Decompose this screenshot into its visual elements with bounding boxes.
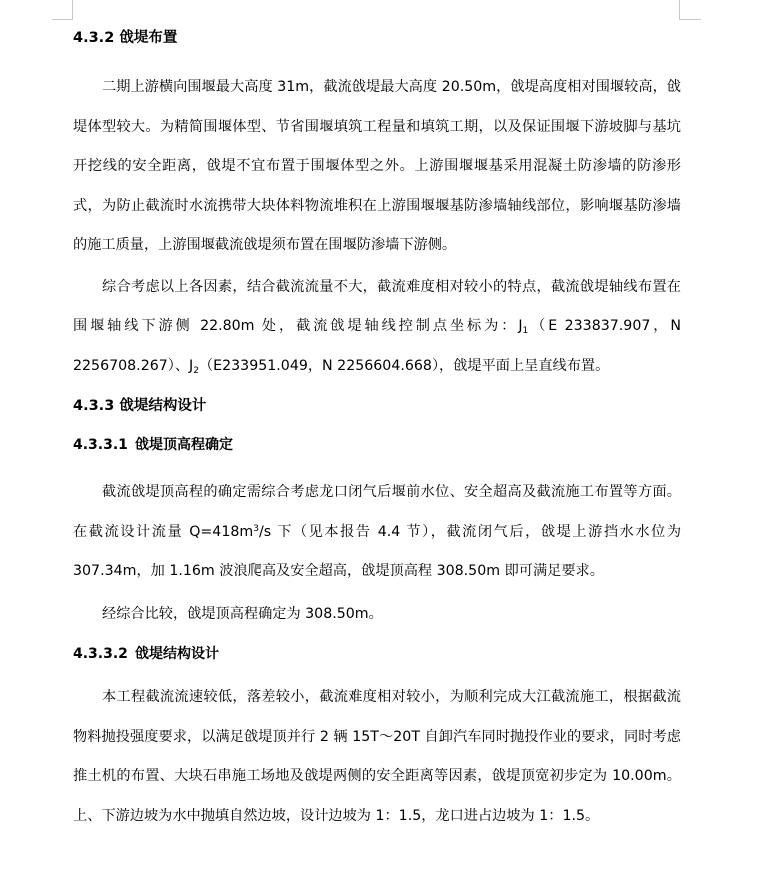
paragraph-structure-design: 本工程截流流速较低，落差较小，截流难度相对较小，为顺利完成大江截流施工，根据截流物料抛投强度要求，以满足戗堤顶并行 2 辆 15T～20T 自卸汽车同时抛投作业的要求，同时考虑推土机的布置、大块石串施工场地及戗堤两侧的安全距离等因素，戗堤顶宽初步定为 10.00m。上、下游边坡为水中抛填自然边坡，设计边坡为 1：1.5，龙口进占边坡为 1：1.5。 <box>73 689 681 824</box>
paragraph-crest-elevation: 截流戗堤顶高程的确定需综合考虑龙口闭气后堰前水位、安全超高及截流施工布置等方面。在截流设计流量 $Q=418m^3/s$ 下（见本报告 4.4 节），截流闭气后，戗堤上游挡水水位为 307.34m，加 1.16m 波浪爬高及安全超高，戗堤顶高程 308.50m 即可满足要求。 <box>73 484 682 579</box>
paragraph-cofferdam-layout: 二期上游横向围堰最大高度 31m，截流戗堤最大高度 20.50m，戗堤高度相对围堰较高，戗堤体型较大。为精简围堰体型、节省围堰填筑工程量和填筑工期，以及保证围堰下游坡脚与基坑开挖线的安全距离，戗堤不宜布置于围堰体型之外。上游围堰堰基采用混凝土防渗墙的防渗形式，为防止截流时水流携带大块体料物流堆积在上游围堰堰基防渗墙轴线部位，影响堰基防渗墙的施工质量，上游围堰截流戗堤须布置在围堰防渗墙下游侧。 <box>73 79 681 253</box>
heading-4-3-3-2: 4.3.3.2 戗堤结构设计 <box>73 646 219 662</box>
paragraph-axis-coordinates: 综合考虑以上各因素，结合截流流量不大，截流难度相对较小的特点，截流戗堤轴线布置在围堰轴线下游侧 22.80m 处，截流戗堤轴线控制点坐标为：$J_1(E$ 233837.907，N 2256708.267）、$J_2(E233951.049$，N 2256604.668），戗堤平面上呈直线布置。 <box>73 278 681 376</box>
crop-mark-right-vertical <box>679 0 680 20</box>
crop-mark-left-vertical <box>72 0 73 20</box>
document-body <box>73 28 681 836</box>
paragraph-crest-elevation-result: 经综合比较，戗堤顶高程确定为 308.50m。 <box>102 605 383 622</box>
crop-mark-left-horizontal <box>52 19 73 20</box>
heading-4-3-3-1: 4.3.3.1 戗堤顶高程确定 <box>73 437 233 453</box>
crop-mark-right-horizontal <box>679 19 701 20</box>
heading-4-3-3: 4.3.3 戗堤结构设计 <box>73 398 207 414</box>
heading-4-3-2: 4.3.2 戗堤布置 <box>73 30 178 46</box>
